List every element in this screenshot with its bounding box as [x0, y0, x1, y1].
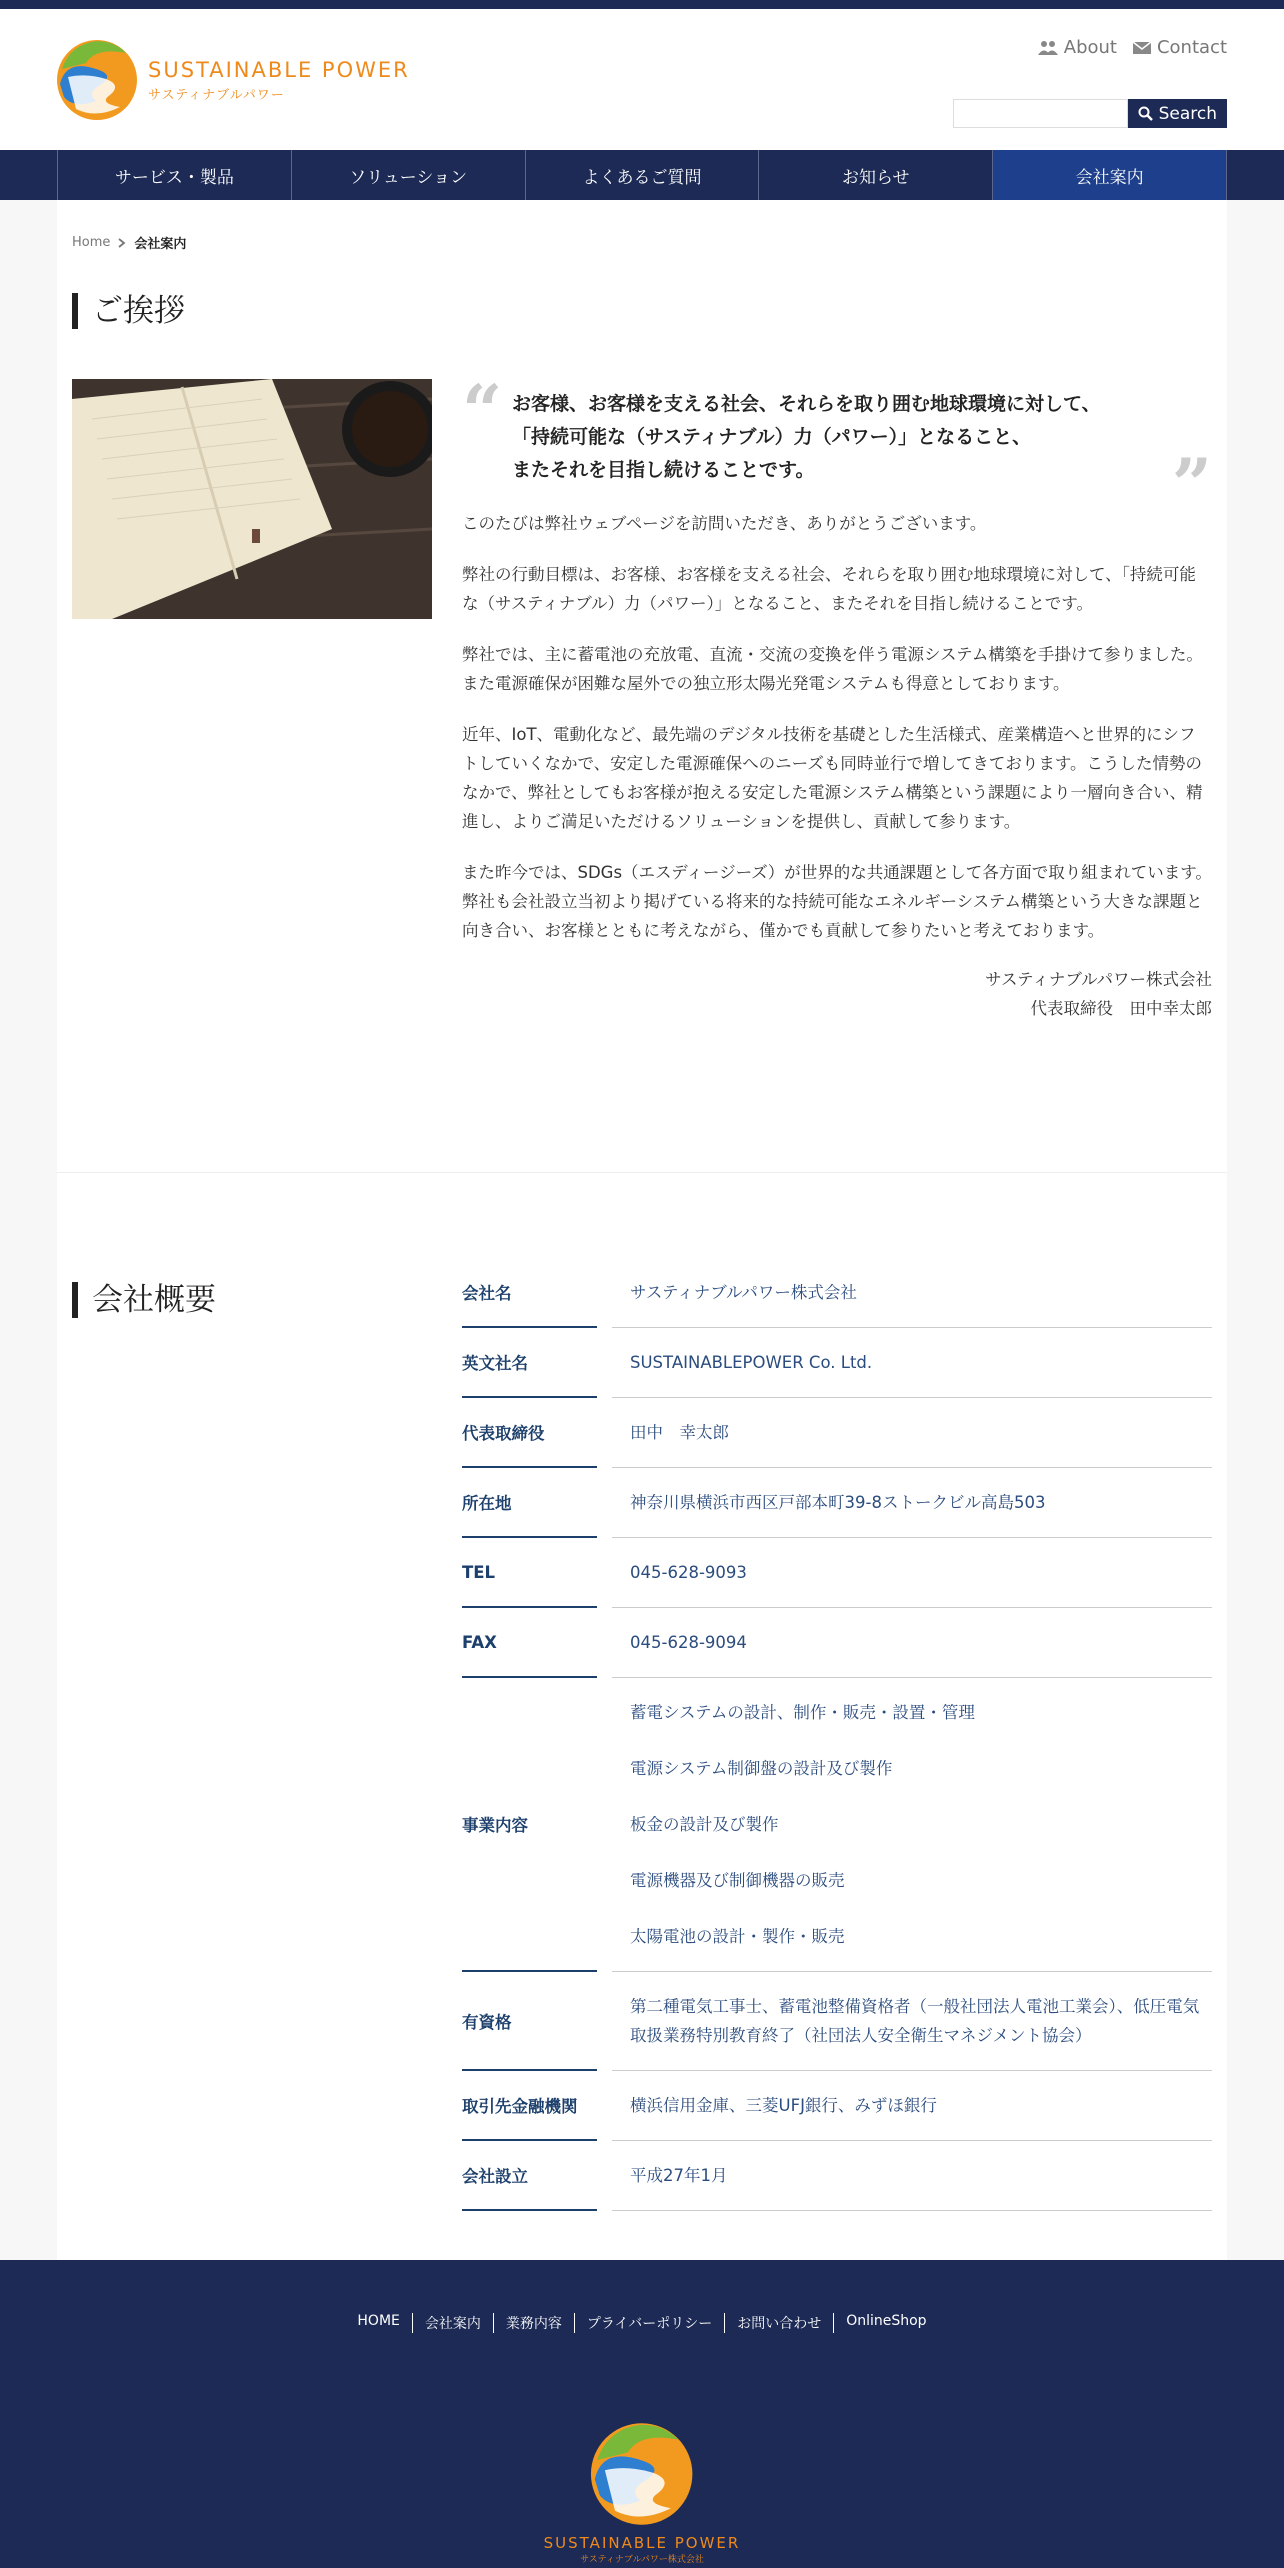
business-item: 電源システム制御盤の設計及び製作	[630, 1759, 893, 1778]
greeting-paragraph: 弊社では、主に蓄電池の充放電、直流・交流の変換を伴う電源システム構築を手掛けて参りました。また電源確保が困難な屋外での独立形太陽光発電システムも得意としております。	[462, 645, 1203, 693]
nav-item-solutions[interactable]: ソリューション	[292, 150, 526, 200]
table-row	[462, 1258, 1212, 1328]
search-input[interactable]	[953, 99, 1128, 128]
signature-company: サスティナブルパワー株式会社	[985, 970, 1212, 989]
search-button-label: Search	[1158, 103, 1217, 124]
quote-line: お客様、お客様を支える社会、それらを取り囲む地球環境に対して、	[512, 393, 1101, 415]
row-label: 英文社名	[462, 1328, 597, 1398]
company-overview-table	[462, 1258, 1212, 2211]
close-quote-icon: ”	[1171, 443, 1212, 526]
envelope-icon	[1133, 41, 1151, 55]
nav-item-services[interactable]: サービス・製品	[58, 150, 292, 200]
search-form	[953, 99, 1227, 128]
site-header	[0, 9, 1284, 150]
logo-mark-icon	[56, 39, 138, 121]
main-content	[57, 200, 1227, 2261]
row-label: 取引先金融機関	[462, 2071, 597, 2141]
nav-item-company[interactable]: 会社案内	[993, 150, 1227, 200]
footer-link-privacy[interactable]: プライバーポリシー	[574, 2313, 724, 2333]
footer-link-home[interactable]: HOME	[357, 2313, 400, 2329]
footer-logo-name-en: SUSTAINABLE POWER	[543, 2534, 741, 2552]
contact-label: Contact	[1156, 37, 1227, 58]
photo-illustration	[72, 379, 432, 619]
table-row	[462, 1972, 1212, 2071]
footer-link-business[interactable]: 業務内容	[493, 2313, 574, 2333]
business-item: 板金の設計及び製作	[630, 1815, 779, 1834]
signature-name: 代表取締役 田中幸太郎	[1030, 999, 1212, 1018]
row-value: 神奈川県横浜市西区戸部本町39-8ストークビル高島503	[612, 1468, 1212, 1538]
table-row	[462, 1608, 1212, 1678]
breadcrumb-current: 会社案内	[134, 237, 187, 252]
row-value-list	[612, 1678, 1212, 1972]
footer-link-shop[interactable]: OnlineShop	[833, 2313, 938, 2333]
nav-item-news[interactable]: お知らせ	[759, 150, 993, 200]
row-label: 代表取締役	[462, 1398, 597, 1468]
search-icon	[1138, 106, 1153, 121]
top-accent-bar	[0, 0, 1284, 9]
chevron-right-icon	[118, 238, 126, 248]
logo-name-jp: サスティナブルパワー	[148, 87, 285, 103]
row-label: 有資格	[462, 1972, 597, 2071]
row-label: TEL	[462, 1538, 597, 1608]
greeting-paragraph: このたびは弊社ウェブページを訪問いただき、ありがとうございます。	[462, 514, 987, 533]
logo-mark-icon	[590, 2422, 694, 2526]
business-item: 電源機器及び制御機器の販売	[630, 1871, 845, 1890]
greeting-title: ご挨拶	[72, 293, 185, 329]
row-value: SUSTAINABLEPOWER Co. Ltd.	[612, 1328, 1212, 1398]
table-row	[462, 1468, 1212, 1538]
site-logo[interactable]	[56, 39, 410, 121]
row-value: 045-628-9094	[612, 1608, 1212, 1678]
quote-line: またそれを目指し続けることです。	[512, 459, 815, 481]
footer-link-contact[interactable]: お問い合わせ	[724, 2313, 833, 2333]
overview-title: 会社概要	[72, 1282, 216, 1318]
row-value: 田中 幸太郎	[612, 1398, 1212, 1468]
table-row	[462, 1678, 1212, 1972]
breadcrumb	[72, 233, 186, 252]
row-label: 所在地	[462, 1468, 597, 1538]
greeting-paragraph: 近年、IoT、電動化など、最先端のデジタル技術を基礎とした生活様式、産業構造へと世界的にシフトしていくなかで、安定した電源確保へのニーズも同時並行で増してきております。こうした情勢のなかで、弊社としてもお客様が抱える安定した電源システム構築という課題により一層向き合い、精進し、よりご満足いただけるソリューションを提供し、貢献して参ります。	[462, 725, 1203, 831]
row-label: 会社名	[462, 1258, 597, 1328]
greeting-body	[462, 369, 1212, 1023]
table-row	[462, 1398, 1212, 1468]
header-links	[1038, 37, 1227, 58]
quote-line: 「持続可能な（サスティナブル）力（パワー）」となること、	[512, 426, 1032, 448]
contact-link[interactable]	[1133, 37, 1227, 58]
users-icon	[1038, 40, 1058, 56]
row-value: 第二種電気工事士、蓄電池整備資格者（一般社団法人電池工業会）、低圧電気取扱業務特別教育終了（社団法人安全衛生マネジメント協会）	[612, 1972, 1212, 2071]
business-item: 太陽電池の設計・製作・販売	[630, 1927, 845, 1946]
about-link[interactable]	[1038, 37, 1117, 58]
about-label: About	[1063, 37, 1117, 58]
footer-logo-name-jp: サスティナブルパワー株式会社	[580, 2555, 704, 2565]
signature	[462, 965, 1212, 1023]
footer-links	[0, 2313, 1284, 2333]
logo-name-en: SUSTAINABLE POWER	[148, 57, 410, 82]
row-label: FAX	[462, 1608, 597, 1678]
search-button[interactable]	[1128, 99, 1227, 128]
row-label: 会社設立	[462, 2141, 597, 2211]
table-row	[462, 2141, 1212, 2211]
breadcrumb-home[interactable]: Home	[72, 235, 111, 250]
main-nav	[0, 150, 1284, 200]
table-row	[462, 1328, 1212, 1398]
row-value: サスティナブルパワー株式会社	[612, 1258, 1212, 1328]
open-quote-icon: “	[462, 369, 503, 452]
greeting-paragraph: 弊社の行動目標は、お客様、お客様を支える社会、それらを取り囲む地球環境に対して、「持続可能な（サスティナブル）力（パワー）」となること、またそれを目指し続けることです。	[462, 565, 1196, 613]
business-item: 蓄電システムの設計、制作・販売・設置・管理	[630, 1703, 975, 1722]
nav-item-faq[interactable]: よくあるご質問	[526, 150, 760, 200]
footer-logo[interactable]	[544, 2422, 741, 2565]
table-row	[462, 1538, 1212, 1608]
site-footer	[0, 2260, 1284, 2568]
notebook-coffee-photo	[72, 379, 432, 619]
footer-link-company[interactable]: 会社案内	[412, 2313, 493, 2333]
row-label: 事業内容	[462, 1678, 597, 1972]
section-divider	[57, 1172, 1227, 1173]
greeting-paragraph: また昨今では、SDGs（エスディージーズ）が世界的な共通課題として各方面で取り組まれています。弊社も会社設立当初より掲げている将来的な持続可能なエネルギーシステム構築という大きな課題と向き合い、お客様とともに考えながら、僅かでも貢献して参りたいと考えております。	[462, 863, 1212, 940]
row-value: 平成27年1月	[612, 2141, 1212, 2211]
table-row	[462, 2071, 1212, 2141]
row-value: 045-628-9093	[612, 1538, 1212, 1608]
row-value: 横浜信用金庫、三菱UFJ銀行、みずほ銀行	[612, 2071, 1212, 2141]
